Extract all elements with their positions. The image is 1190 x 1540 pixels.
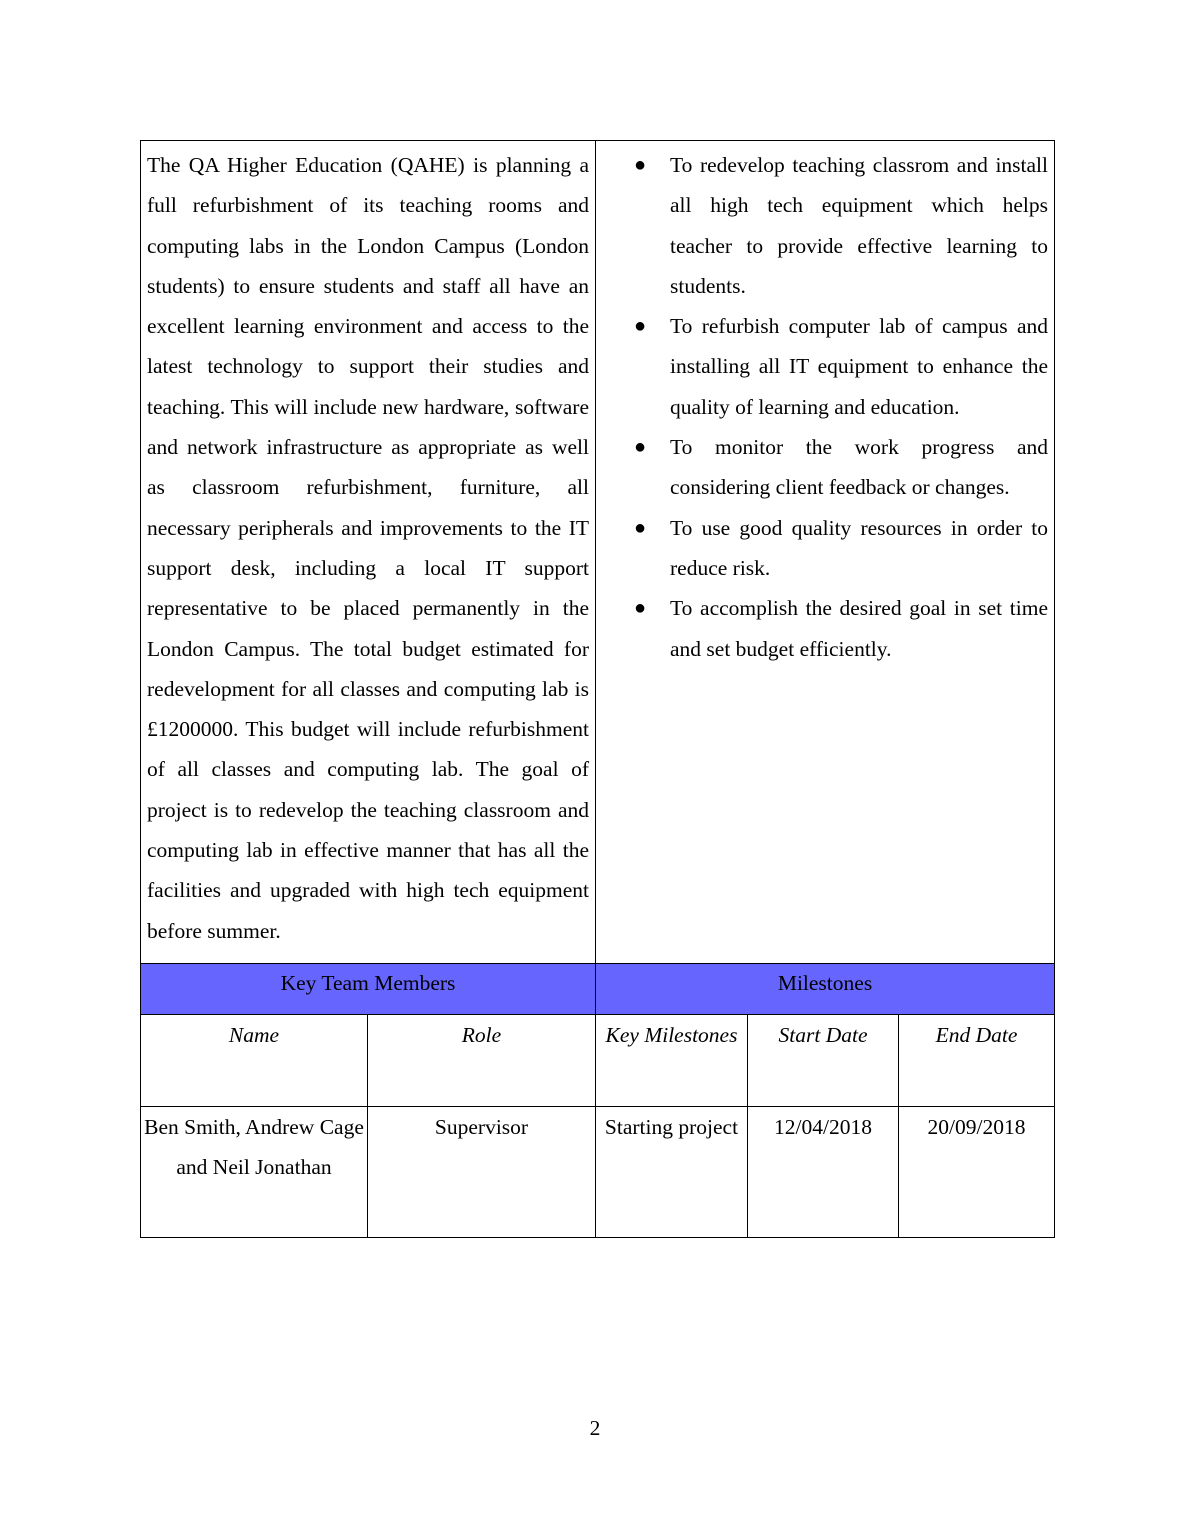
page-number: 2 xyxy=(589,1416,601,1440)
objective-item xyxy=(596,588,1048,669)
col-key-milestones: Key Milestones xyxy=(596,1014,748,1106)
objectives-cell xyxy=(596,141,1055,964)
objectives-list xyxy=(596,145,1048,669)
overview-row xyxy=(141,141,1055,964)
bullet-icon: ● xyxy=(634,154,647,176)
objective-text: To accomplish the desired goal in set time and set budget efficiently. xyxy=(670,596,1049,661)
member-role: Supervisor xyxy=(368,1106,596,1237)
project-charter-table xyxy=(140,140,1055,1238)
col-start-date: Start Date xyxy=(748,1014,899,1106)
section-header-row xyxy=(141,963,1055,1014)
col-role: Role xyxy=(368,1014,596,1106)
objective-text: To redevelop teaching classrom and install all high tech equipment which helps teacher to provide effective learning to students. xyxy=(670,153,1049,298)
milestone-name: Starting project xyxy=(596,1106,748,1237)
bullet-icon: ● xyxy=(634,315,647,338)
objective-text: To monitor the work progress and considering client feedback or changes. xyxy=(670,435,1049,500)
col-name: Name xyxy=(141,1014,368,1106)
column-header-row xyxy=(141,1014,1055,1106)
milestone-end: 20/09/2018 xyxy=(899,1106,1055,1237)
objective-text: To use good quality resources in order to reduce risk. xyxy=(670,515,1049,580)
objective-item xyxy=(596,427,1048,508)
bullet-icon: ● xyxy=(634,436,647,459)
team-header xyxy=(141,963,596,1014)
objective-item xyxy=(596,306,1048,427)
col-end-date: End Date xyxy=(899,1014,1055,1106)
objective-item xyxy=(596,145,1048,306)
objective-text: To refurbish computer lab of campus and installing all IT equipment to enhance the quality of learning and education. xyxy=(670,314,1049,419)
member-name: Ben Smith, Andrew Cage and Neil Jonathan xyxy=(141,1106,368,1237)
team-header-label: Key Team Members xyxy=(280,970,456,995)
project-description: The QA Higher Education (QAHE) is planning a full refurbishment of its teaching rooms and computing labs in the London Campus (London students) to ensure students and staff all have an excellent learning environment and access to the latest technology to support their studies and teaching. This will include new hardware, software and network infrastructure as appropriate as well as classroom refurbishment, furniture, all necessary peripherals and improvements to the IT support desk, including a local IT support representative to be placed permanently in the London Campus. The total budget estimated for redevelopment for all classes and computing lab is £1200000. This budget will include refurbishment of all classes and computing lab. The goal of project is to redevelop the teaching classroom and computing lab in effective manner that has all the facilities and upgraded with high tech equipment before summer. xyxy=(141,141,596,964)
bullet-icon: ● xyxy=(634,597,647,620)
milestone-start: 12/04/2018 xyxy=(748,1106,899,1237)
table-row xyxy=(141,1106,1055,1237)
milestones-header xyxy=(596,963,1055,1014)
objective-item xyxy=(596,508,1048,589)
milestones-header-label: Milestones xyxy=(777,970,873,995)
bullet-icon: ● xyxy=(634,516,647,539)
